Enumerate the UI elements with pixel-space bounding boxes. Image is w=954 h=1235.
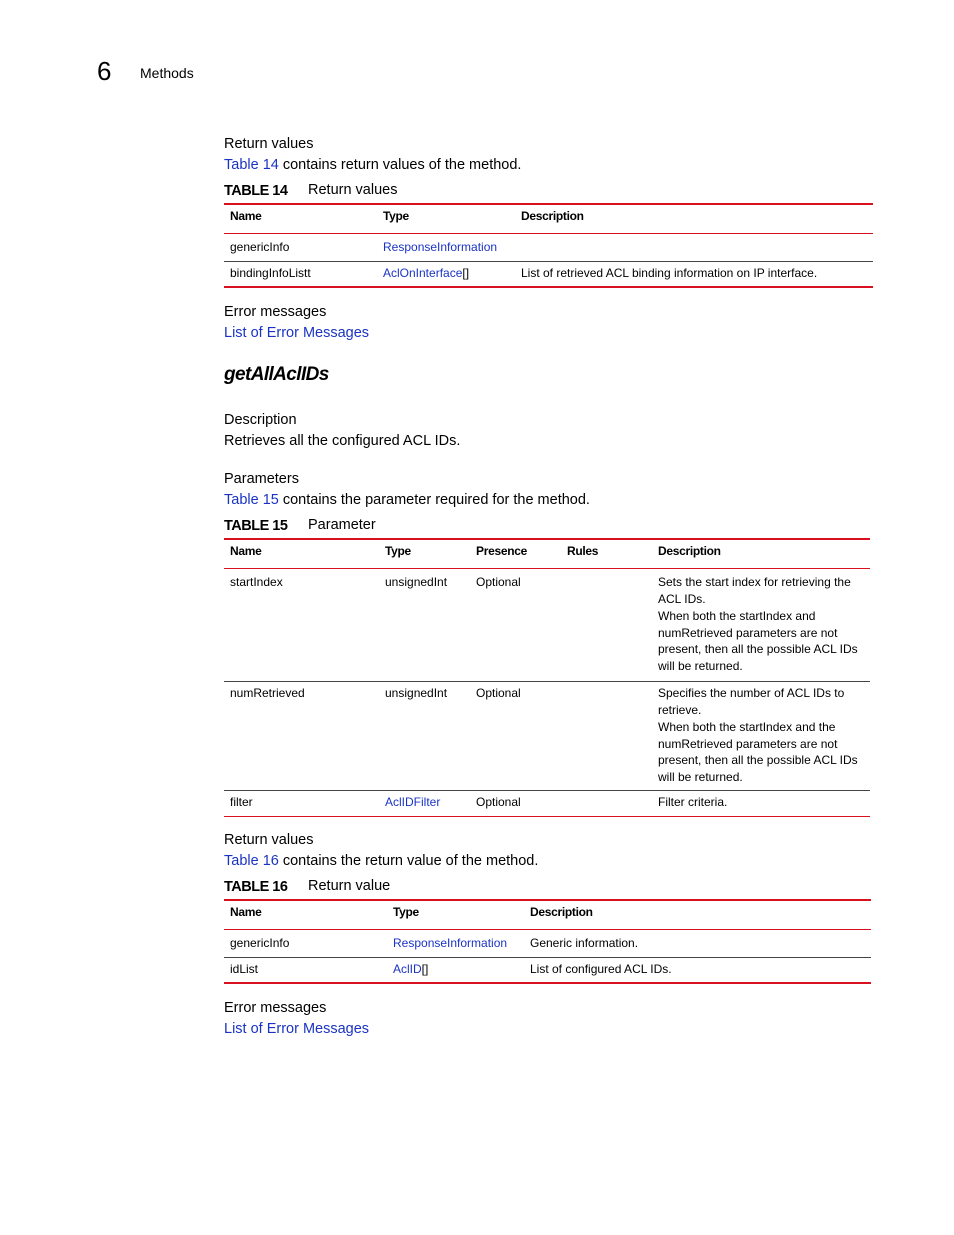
chapter-number: 6 [97, 56, 112, 86]
table-label: TABLE 16 [224, 879, 288, 895]
column-header: Description [524, 900, 871, 930]
return-values-intro: Table 14 contains return values of the method. [224, 157, 522, 173]
type-link[interactable]: ResponseInformation [383, 240, 498, 254]
error-messages-heading-2: Error messages [224, 1000, 327, 1016]
table-14-link[interactable]: Table 14 [224, 157, 279, 173]
return-values-heading: Return values [224, 136, 314, 152]
table-14 [224, 203, 873, 288]
description-heading: Description [224, 412, 297, 428]
error-messages-heading: Error messages [224, 304, 327, 320]
table-15 [224, 538, 870, 817]
table-row: filter AclIDFilter Optional Filter criteria. [224, 791, 870, 817]
table-row: idList AclID[] List of configured ACL IDs. [224, 957, 871, 983]
table-14-caption [224, 182, 398, 200]
column-header: Rules [561, 539, 652, 569]
type-link[interactable]: AclID [393, 961, 422, 976]
column-header: Name [224, 204, 377, 234]
table-row: bindingInfoListt AclOnInterface[] List of retrieved ACL binding information on IP interface. [224, 261, 873, 287]
table-label: TABLE 14 [224, 183, 288, 199]
error-messages-link-2[interactable]: List of Error Messages [224, 1021, 370, 1037]
column-header: Name [224, 900, 387, 930]
table-row: startIndex unsignedInt Optional Sets the start index for retrieving the ACL IDs. When both the startIndex and numRetrieved parameters are not present, then all the possible ACL IDs will be returned. [224, 569, 870, 682]
table-16-caption [224, 878, 391, 896]
column-header: Presence [470, 539, 561, 569]
table-row: numRetrieved unsignedInt Optional Specifies the number of ACL IDs to retrieve. When both the startIndex and the numRetrieved parameters are not present, then all the possible ACL IDs will be returned. [224, 682, 870, 791]
parameters-intro: Table 15 contains the parameter required for the method. [224, 492, 590, 508]
parameters-heading: Parameters [224, 471, 299, 487]
column-header: Description [652, 539, 870, 569]
error-messages-link[interactable]: List of Error Messages [224, 325, 370, 341]
table-row: genericInfo ResponseInformation [224, 234, 873, 262]
column-header: Name [224, 539, 379, 569]
chapter-title: Methods [140, 65, 194, 81]
table-16-link[interactable]: Table 16 [224, 853, 279, 869]
table-title: Parameter [308, 517, 376, 533]
column-header: Type [377, 204, 515, 234]
table-label: TABLE 15 [224, 518, 288, 534]
table-row: genericInfo ResponseInformation Generic information. [224, 930, 871, 958]
return-values-heading-2: Return values [224, 832, 314, 848]
type-link[interactable]: AclOnInterface [383, 265, 463, 280]
column-header: Type [379, 539, 470, 569]
table-16 [224, 899, 871, 984]
return-values-intro-2: Table 16 contains the return value of the method. [224, 853, 539, 869]
table-15-link[interactable]: Table 15 [224, 492, 279, 508]
type-link[interactable]: AclIDFilter [385, 795, 441, 809]
column-header: Type [387, 900, 524, 930]
description-text: Retrieves all the configured ACL IDs. [224, 433, 461, 449]
table-title: Return value [308, 878, 391, 894]
column-header: Description [515, 204, 873, 234]
method-title: getAllAclIDs [224, 364, 329, 385]
type-link[interactable]: ResponseInformation [393, 936, 508, 950]
table-15-caption [224, 517, 376, 535]
table-title: Return values [308, 182, 398, 198]
